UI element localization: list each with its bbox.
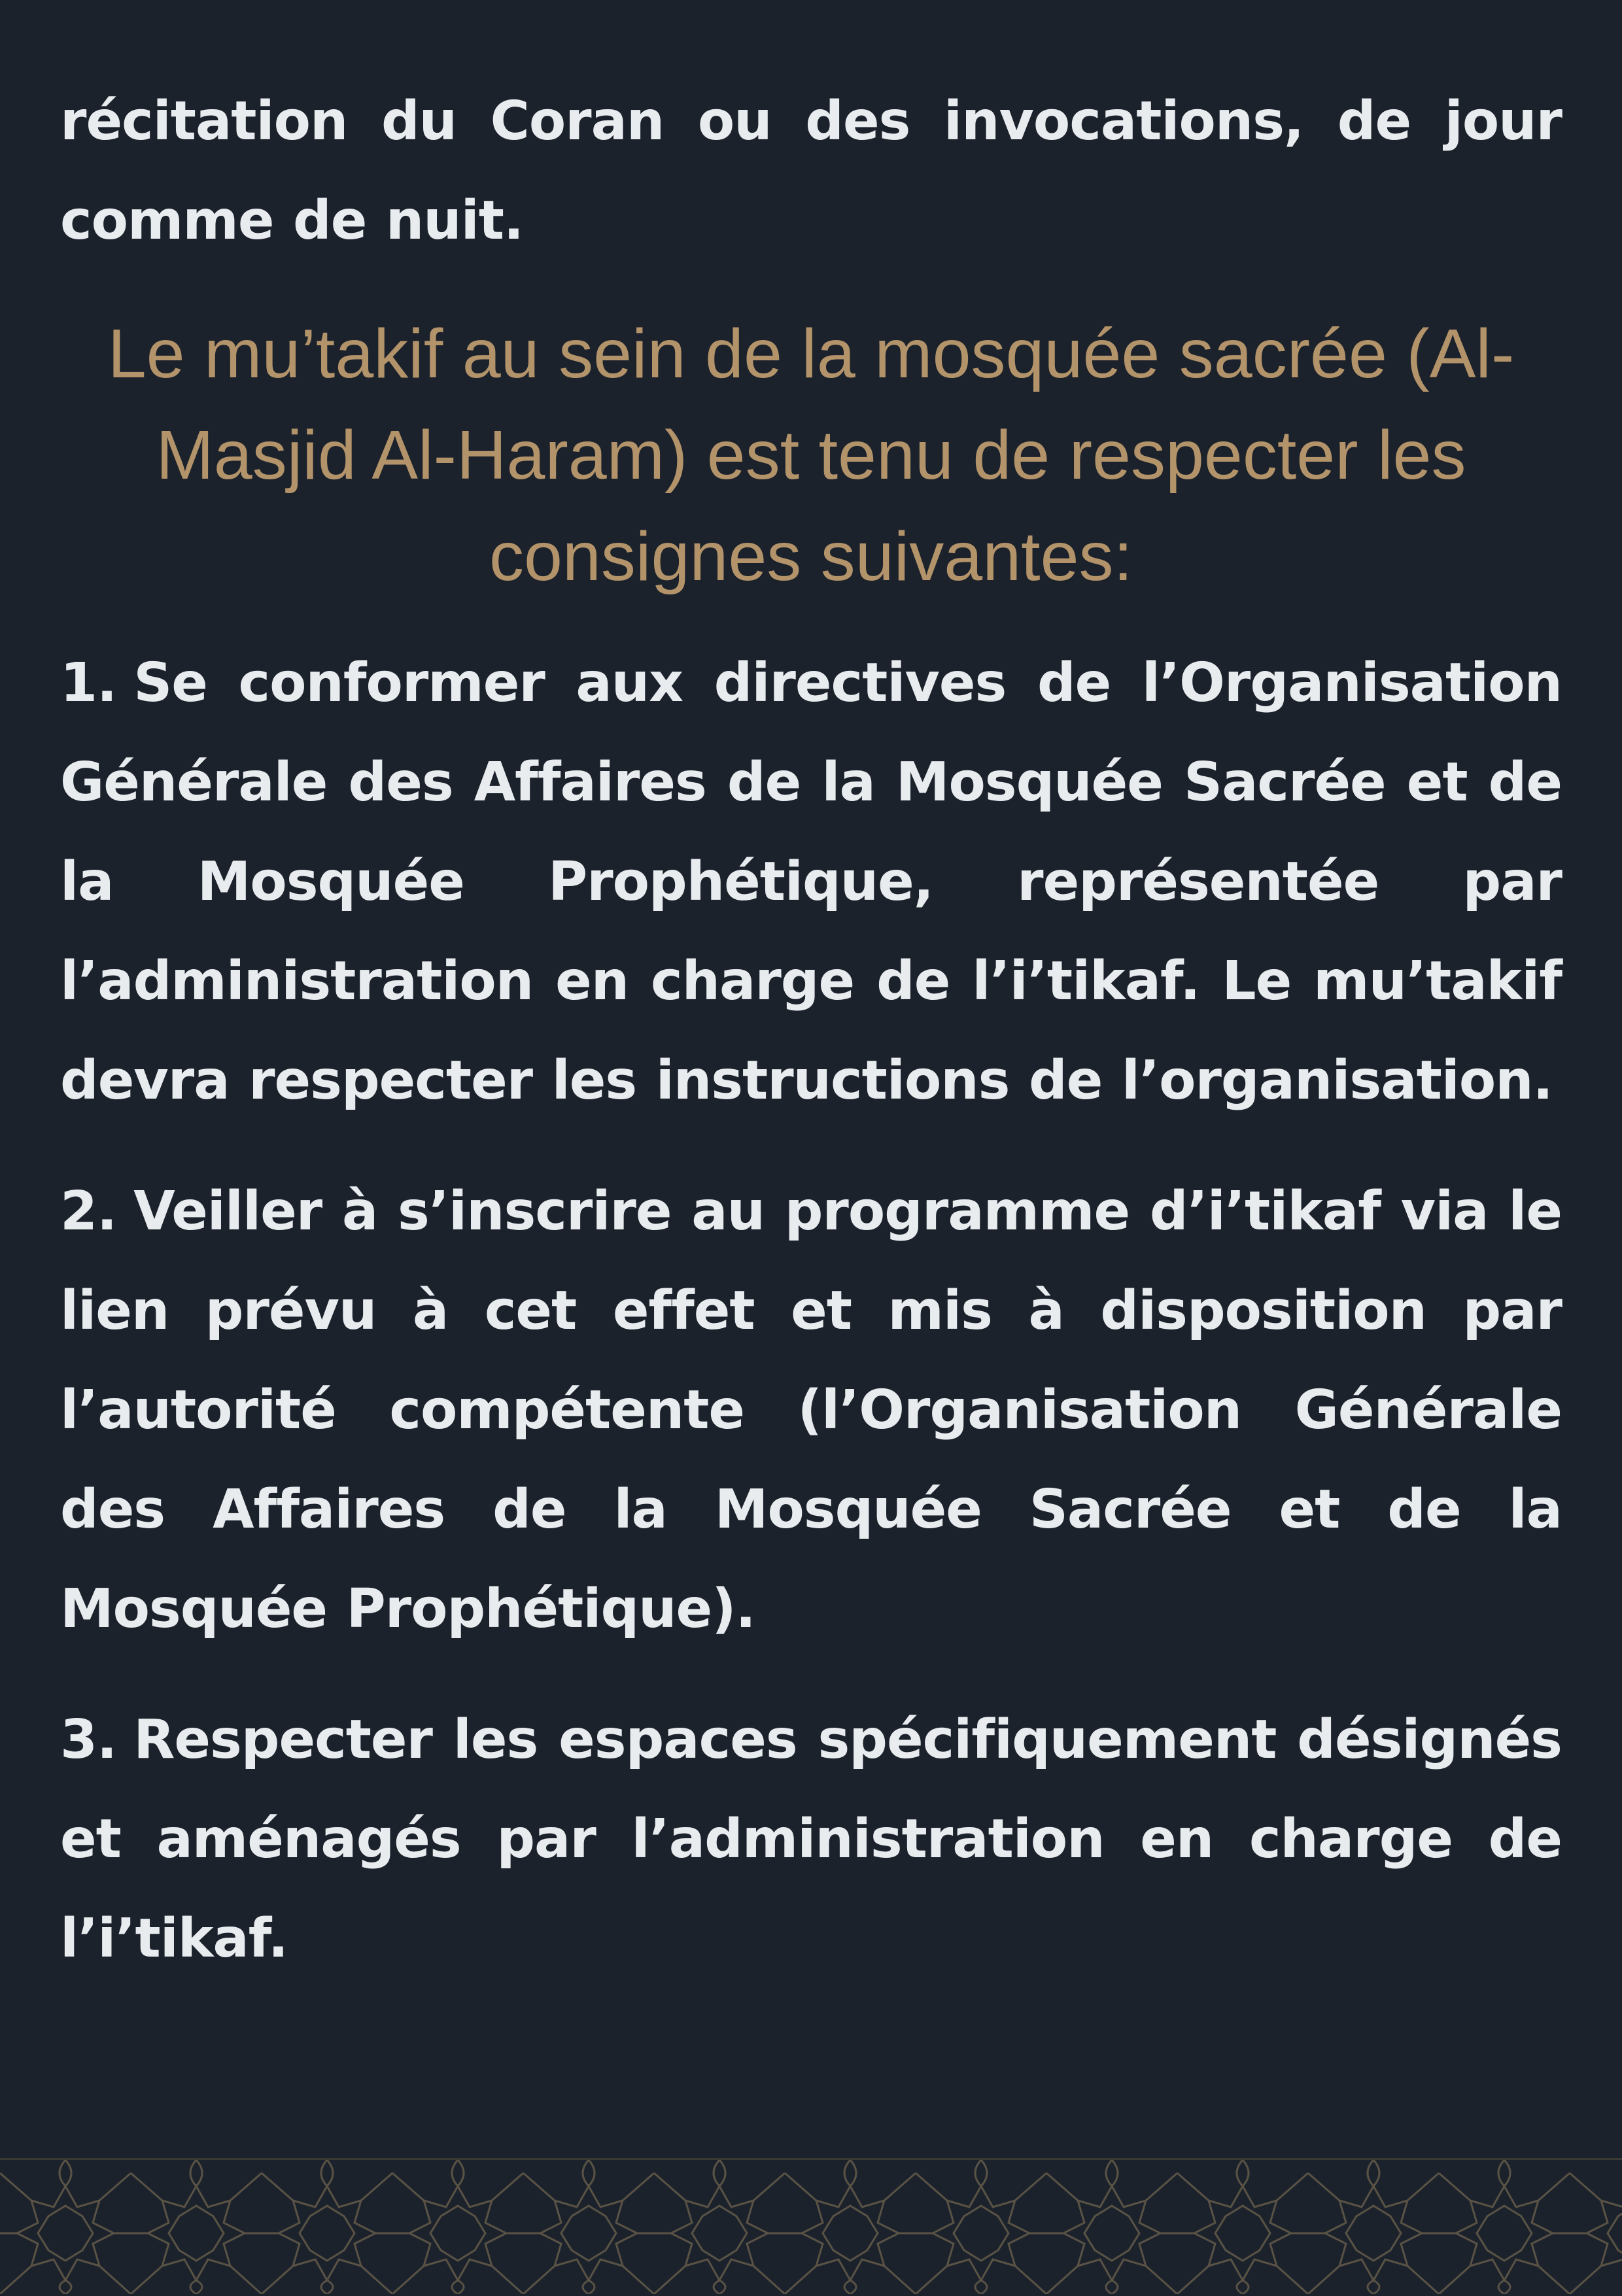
intro-paragraph: récitation du Coran ou des invocations, de jour comme de nuit. — [60, 90, 1562, 252]
list-item-3 — [60, 1690, 1562, 1989]
list-item-text: Se conformer aux directives de l’Organisation Générale des Affaires de la Mosquée Sacrée et de la Mosquée Prophétique, représentée par l’administration en charge de l’i’tikaf. Le mu’takif devra respecter les instructions de l’organisation. — [60, 652, 1562, 1112]
list-item-1 — [60, 634, 1562, 1131]
list-item-text: Veiller à s’inscrire au programme d’i’tikaf via le lien prévu à cet effet et mis à disposition par l’autorité compétente (l’Organisation Générale des Affaires de la Mosquée Sacrée et de la Mosquée Prophétique). — [60, 1180, 1562, 1640]
footer-ornament-band — [0, 2158, 1622, 2296]
list-item-text: Respecter les espaces spécifiquement désignés et aménagés par l’administration en charge de l’i’tikaf. — [60, 1709, 1562, 1970]
list-item-number: 2. — [60, 1180, 117, 1242]
document-content — [60, 72, 1562, 2020]
list-item-number: 3. — [60, 1709, 117, 1771]
section-heading: Le mu’takif au sein de la mosquée sacrée (Al-Masjid Al-Haram) est tenu de respecter les consignes suivantes: — [107, 315, 1515, 595]
geometric-pattern-icon — [0, 2160, 1622, 2294]
list-item-number: 1. — [60, 652, 117, 714]
list-item-2 — [60, 1162, 1562, 1659]
